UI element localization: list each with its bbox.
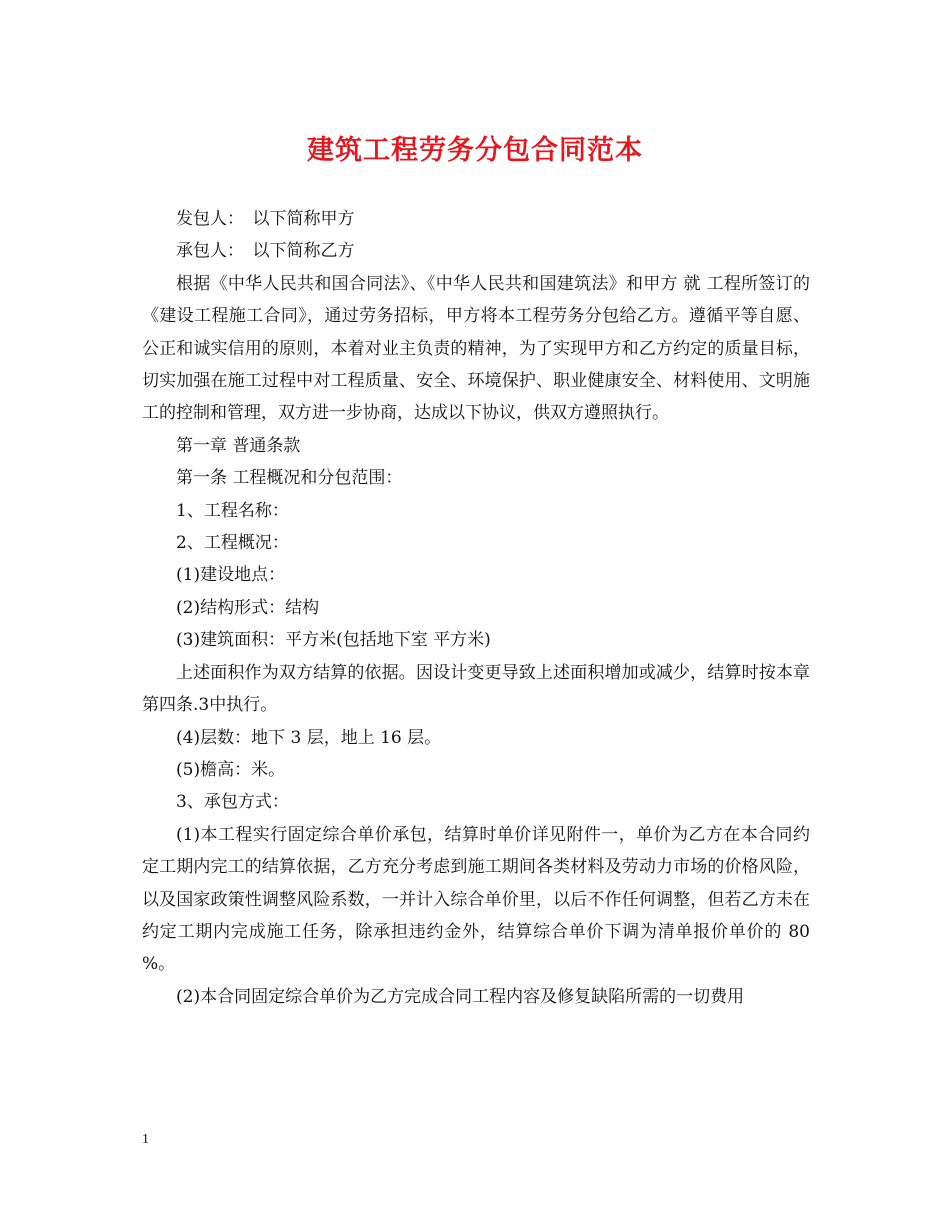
page-number: 1 (142, 1132, 149, 1147)
document-title: 建筑工程劳务分包合同范本 (307, 135, 643, 166)
list-item: (2)结构形式：结构 (176, 597, 320, 618)
paragraph-contractor: 承包人： 以下简称乙方 (176, 241, 355, 262)
list-item: (1)建设地点： (176, 565, 286, 586)
article-heading: 第一条 工程概况和分包范围： (176, 468, 403, 489)
paragraph-area-note: 上述面积作为双方结算的依据。因设计变更导致上述面积增加或减少，结算时按本章第四条.3中执行。 (142, 662, 810, 716)
chapter-heading: 第一章 普通条款 (176, 435, 301, 456)
paragraph-unit-price: (1)本工程实行固定综合单价承包，结算时单价详见附件一，单价为乙方在本合同约定工期内完工的结算依据，乙方充分考虑到施工期间各类材料及劳动力市场的价格风险，以及国家政策性调整风险系数，一并计入综合单价里，以后不作任何调整，但若乙方未在约定工期内完成施工任务，除承担违约金外，结算综合单价下调为清单报价单价的 80 %。 (142, 824, 810, 975)
document-body (142, 203, 810, 1013)
paragraph-preamble: 根据《中华人民共和国合同法》、《中华人民共和国建筑法》和甲方 就 工程所签订的《建设工程施工合同》，通过劳务招标，甲方将本工程劳务分包给乙方。遵循平等自愿、公正和诚实信用的原则，本着对业主负责的精神，为了实现甲方和乙方约定的质量目标，切实加强在施工过程中对工程质量、安全、环境保护、职业健康安全、材料使用、文明施工的控制和管理，双方进一步协商，达成以下协议，供双方遵照执行。 (142, 273, 810, 424)
list-item: (3)建筑面积：平方米(包括地下室 平方米) (176, 630, 491, 651)
list-item: 2、工程概况： (176, 533, 289, 554)
list-item: (4)层数：地下 3 层，地上 16 层。 (176, 727, 442, 748)
paragraph-employer: 发包人： 以下简称甲方 (176, 209, 355, 229)
list-item: (5)檐高：米。 (176, 759, 286, 780)
list-item: 1、工程名称： (176, 500, 289, 521)
list-item: 3、承包方式： (176, 792, 289, 813)
paragraph-fixed-price: (2)本合同固定综合单价为乙方完成合同工程内容及修复缺陷所需的一切费用 (176, 986, 745, 1007)
